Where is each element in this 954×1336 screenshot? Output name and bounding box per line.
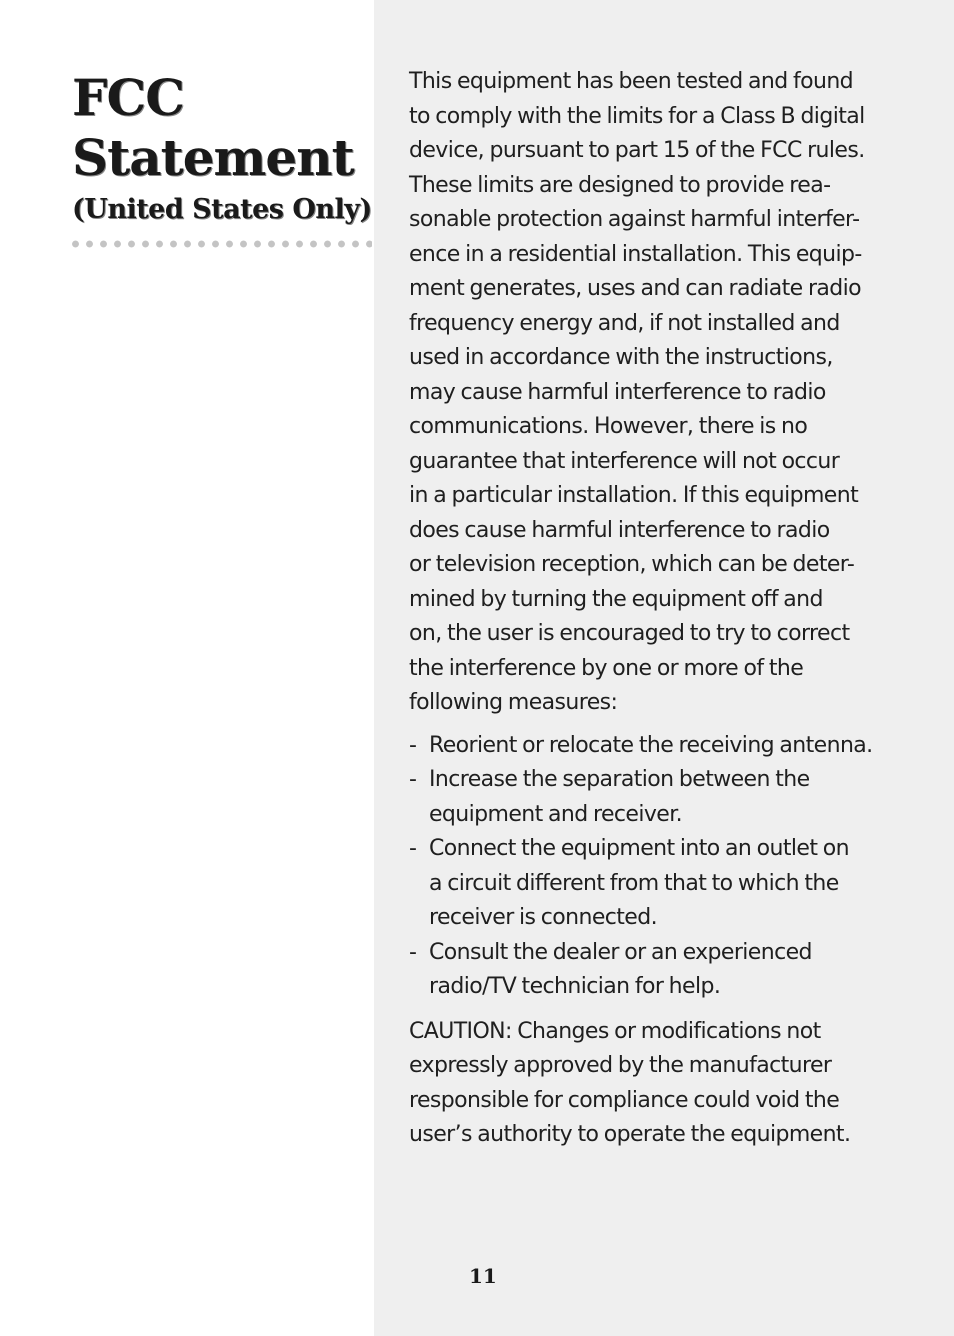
intro-line: in a particular installation. If this equipment	[409, 483, 859, 508]
intro-line: or television reception, which can be deter-	[409, 552, 855, 577]
measure-line: Reorient or relocate the receiving antenna.	[429, 732, 873, 758]
intro-line: used in accordance with the instructions,	[409, 345, 833, 370]
intro-line: to comply with the limits for a Class B digital	[409, 103, 865, 129]
list-item	[409, 936, 909, 1005]
measure-line: a circuit different from that to which the	[429, 870, 839, 896]
measure-line: receiver is connected.	[429, 905, 657, 930]
measures-list	[409, 729, 909, 1005]
caution-line: expressly approved by the manufacturer	[409, 1053, 832, 1078]
intro-line: device, pursuant to part 15 of the FCC rules.	[409, 138, 865, 163]
intro-line: guarantee that interference will not occur	[409, 448, 840, 474]
measure-line: equipment and receiver.	[429, 801, 683, 827]
intro-line: the interference by one or more of the	[409, 655, 804, 681]
intro-line: ment generates, uses and can radiate radio	[409, 276, 862, 301]
dotted-divider	[72, 240, 372, 248]
bullet-dash: -	[409, 767, 417, 792]
list-item	[409, 832, 909, 936]
measure-line: Connect the equipment into an outlet on	[429, 836, 849, 861]
caution-paragraph	[409, 1015, 909, 1153]
measure-line: Increase the separation between the	[429, 767, 810, 792]
intro-line: This equipment has been tested and found	[409, 69, 854, 94]
intro-line: communications. However, there is no	[409, 414, 808, 439]
intro-line: sonable protection against harmful interfer-	[409, 207, 860, 232]
intro-line: ence in a residential installation. This equip-	[409, 241, 862, 267]
bullet-dash: -	[409, 732, 417, 758]
caution-line: user’s authority to operate the equipment.	[409, 1122, 851, 1147]
title-line-1: FCC	[72, 68, 185, 127]
title-line-2: Statement	[72, 128, 354, 187]
intro-line: These limits are designed to provide rea-	[409, 172, 831, 198]
intro-line: following measures:	[409, 690, 618, 715]
left-column	[0, 0, 374, 1336]
fcc-statement-body	[409, 65, 909, 1153]
list-item	[409, 729, 909, 764]
caution-line: CAUTION: Changes or modifications not	[409, 1018, 821, 1044]
intro-line: on, the user is encouraged to try to correct	[409, 621, 850, 646]
intro-line: frequency energy and, if not installed and	[409, 310, 840, 336]
intro-line: may cause harmful interference to radio	[409, 379, 826, 405]
measure-line: Consult the dealer or an experienced	[429, 939, 812, 965]
intro-paragraph	[409, 65, 909, 721]
intro-line: mined by turning the equipment off and	[409, 586, 823, 612]
page-number: 11	[469, 1264, 497, 1288]
page-title	[72, 68, 372, 228]
intro-line: does cause harmful interference to radio	[409, 517, 830, 543]
caution-line: responsible for compliance could void the	[409, 1087, 840, 1113]
measure-line: radio/TV technician for help.	[429, 974, 721, 999]
list-item	[409, 763, 909, 832]
title-subtitle: (United States Only)	[72, 194, 372, 225]
bullet-dash: -	[409, 836, 417, 861]
bullet-dash: -	[409, 939, 417, 965]
